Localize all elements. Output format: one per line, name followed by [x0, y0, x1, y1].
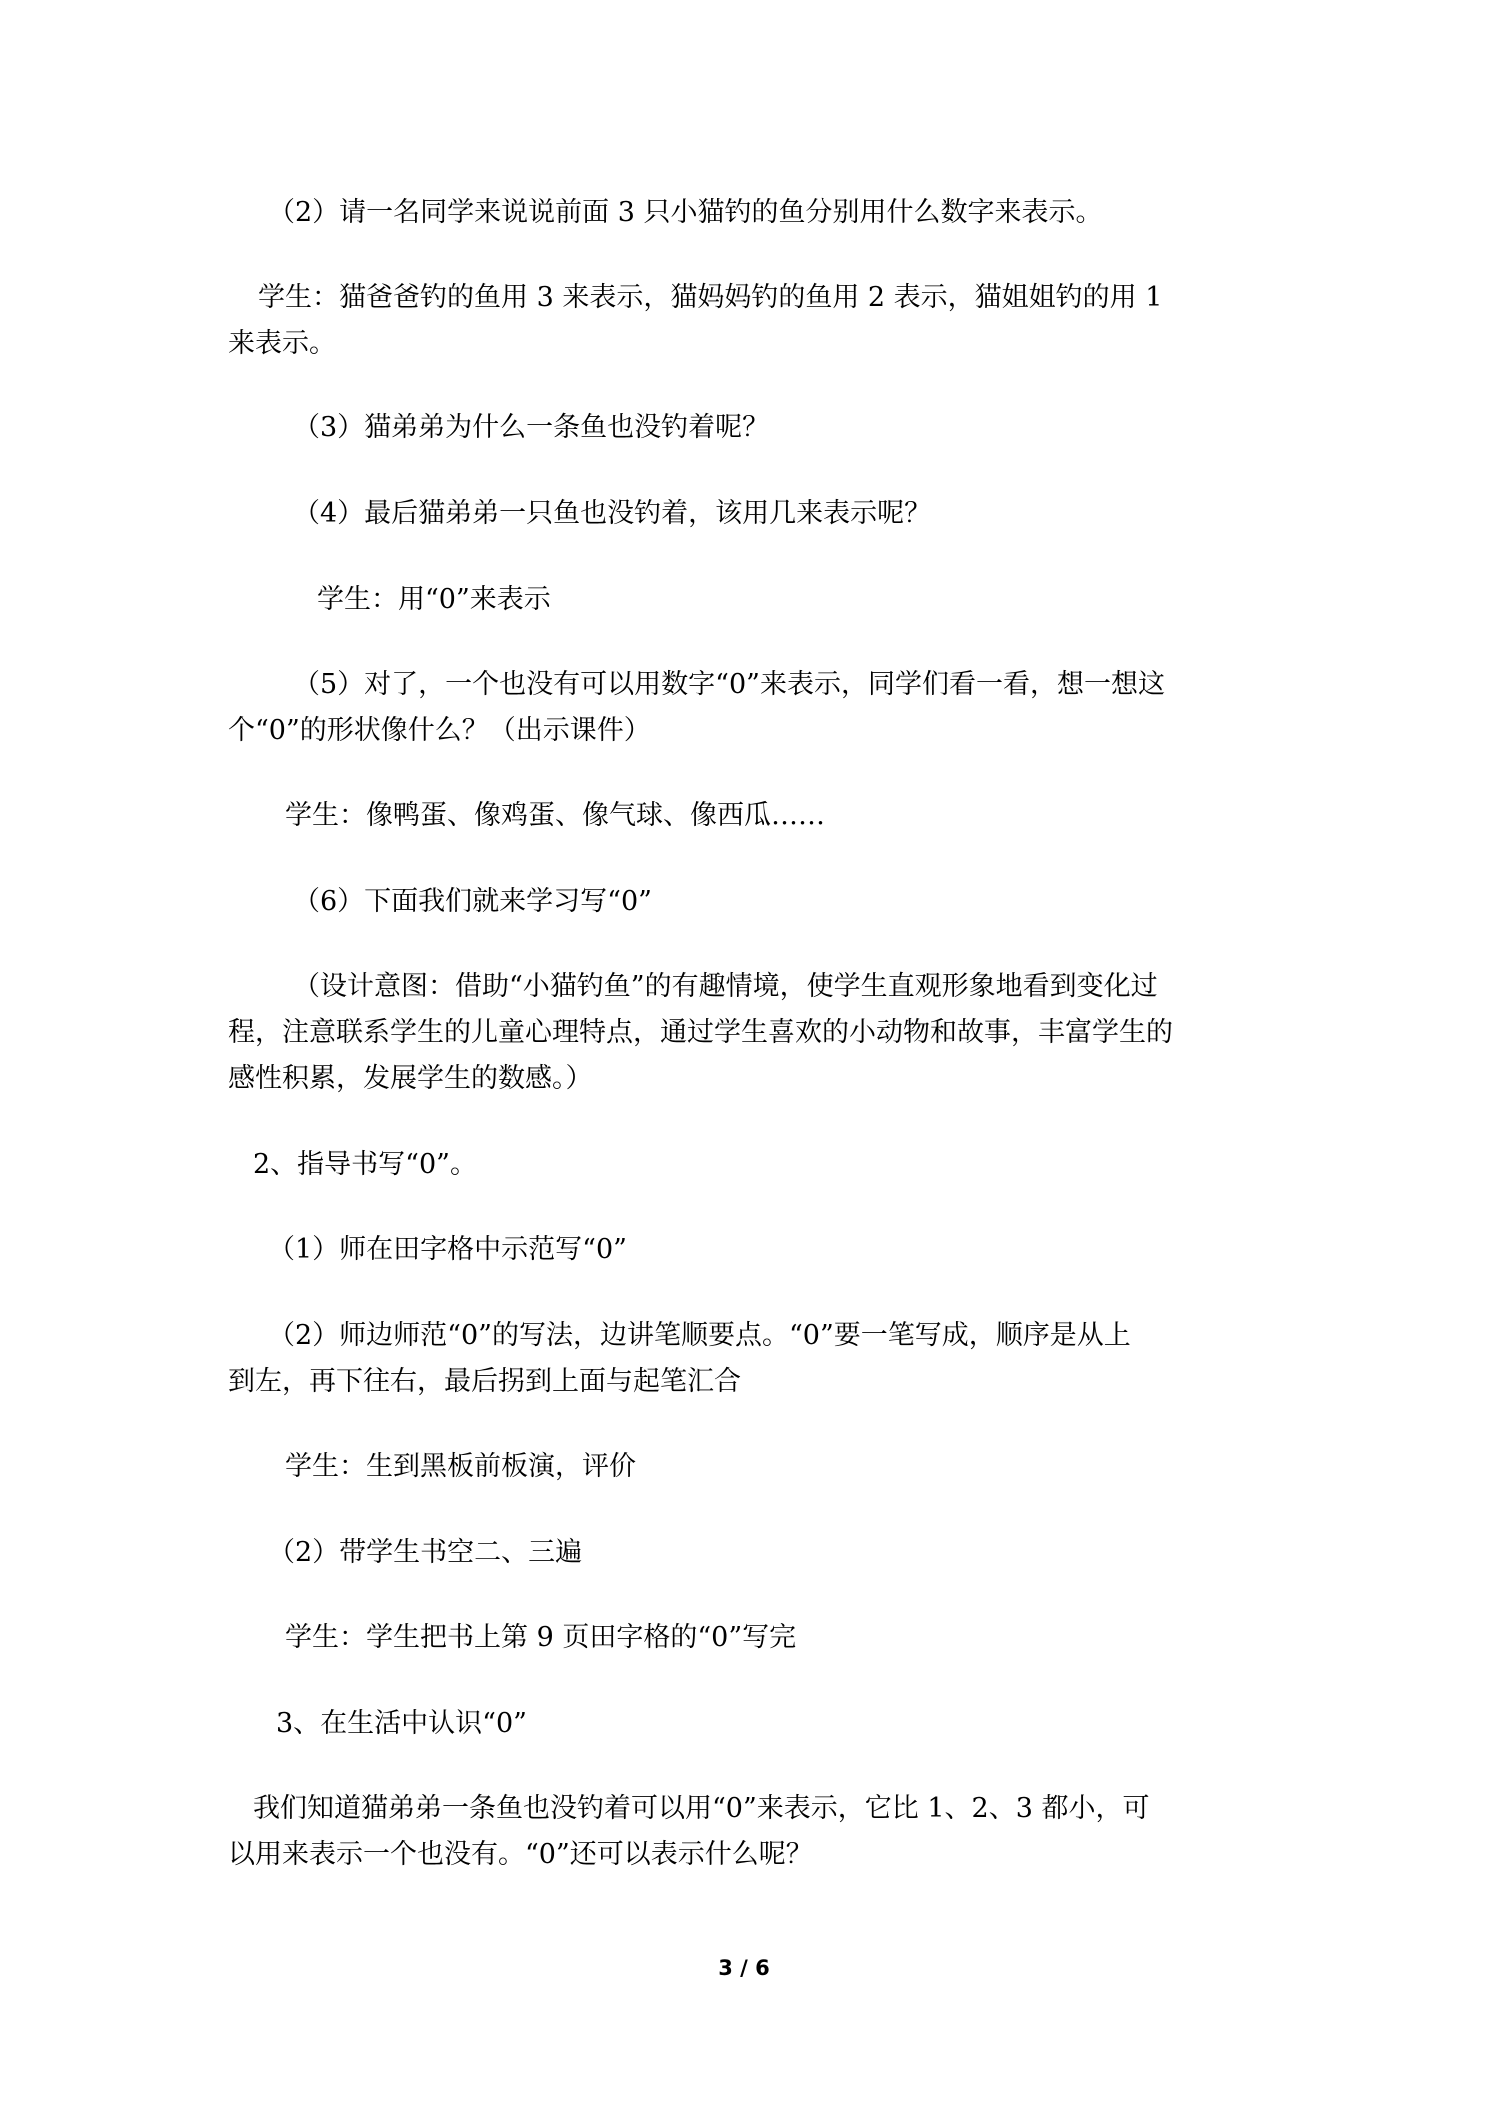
- closing-line-1: 我们知道猫弟弟一条鱼也没钓着可以用“0”来表示，它比 1、2、3 都小，可: [253, 1793, 1150, 1824]
- paragraph-6-instruction: （6）下面我们就来学习写“0”: [293, 886, 652, 917]
- student-answer-line-1: 学生：猫爸爸钓的鱼用 3 来表示，猫妈妈钓的鱼用 2 表示，猫姐姐钓的用 1: [258, 282, 1163, 313]
- design-intent-line-1: （设计意图：借助“小猫钓鱼”的有趣情境，使学生直观形象地看到变化过: [293, 971, 1158, 1002]
- design-intent-line-2: 程，注意联系学生的儿童心理特点，通过学生喜欢的小动物和故事，丰富学生的: [228, 1017, 1173, 1048]
- closing-line-2: 以用来表示一个也没有。“0”还可以表示什么呢？: [228, 1839, 813, 1870]
- student-answer-zero: 学生：用“0”来表示: [317, 584, 551, 615]
- section-3-heading: 3、在生活中认识“0”: [276, 1708, 527, 1739]
- writing-step-2-line-1: （2）师边师范“0”的写法，边讲笔顺要点。“0”要一笔写成，顺序是从上: [268, 1320, 1131, 1351]
- paragraph-5-line-1: （5）对了，一个也没有可以用数字“0”来表示，同学们看一看，想一想这: [293, 669, 1165, 700]
- paragraph-3-question: （3）猫弟弟为什么一条鱼也没钓着呢？: [293, 412, 770, 443]
- student-answer-line-2: 来表示。: [228, 328, 336, 359]
- writing-step-2-line-2: 到左，再下往右，最后拐到上面与起笔汇合: [228, 1366, 741, 1397]
- paragraph-5-line-2: 个“0”的形状像什么？（出示课件）: [228, 715, 651, 746]
- paragraph-4-question: （4）最后猫弟弟一只鱼也没钓着，该用几来表示呢？: [293, 498, 932, 529]
- student-book-writing: 学生：学生把书上第 9 页田字格的“0”写完: [285, 1622, 797, 1653]
- student-answer-shapes: 学生：像鸭蛋、像鸡蛋、像气球、像西瓜……: [285, 800, 825, 831]
- design-intent-line-3: 感性积累，发展学生的数感。）: [228, 1063, 593, 1094]
- writing-step-air-writing: （2）带学生书空二、三遍: [268, 1537, 583, 1568]
- student-blackboard-practice: 学生：生到黑板前板演，评价: [285, 1451, 636, 1482]
- writing-step-1: （1）师在田字格中示范写“0”: [268, 1234, 627, 1265]
- paragraph-2-question: （2）请一名同学来说说前面 3 只小猫钓的鱼分别用什么数字来表示。: [268, 197, 1103, 228]
- page-number: 3 / 6: [718, 1956, 770, 1980]
- section-2-heading: 2、指导书写“0”。: [253, 1149, 477, 1180]
